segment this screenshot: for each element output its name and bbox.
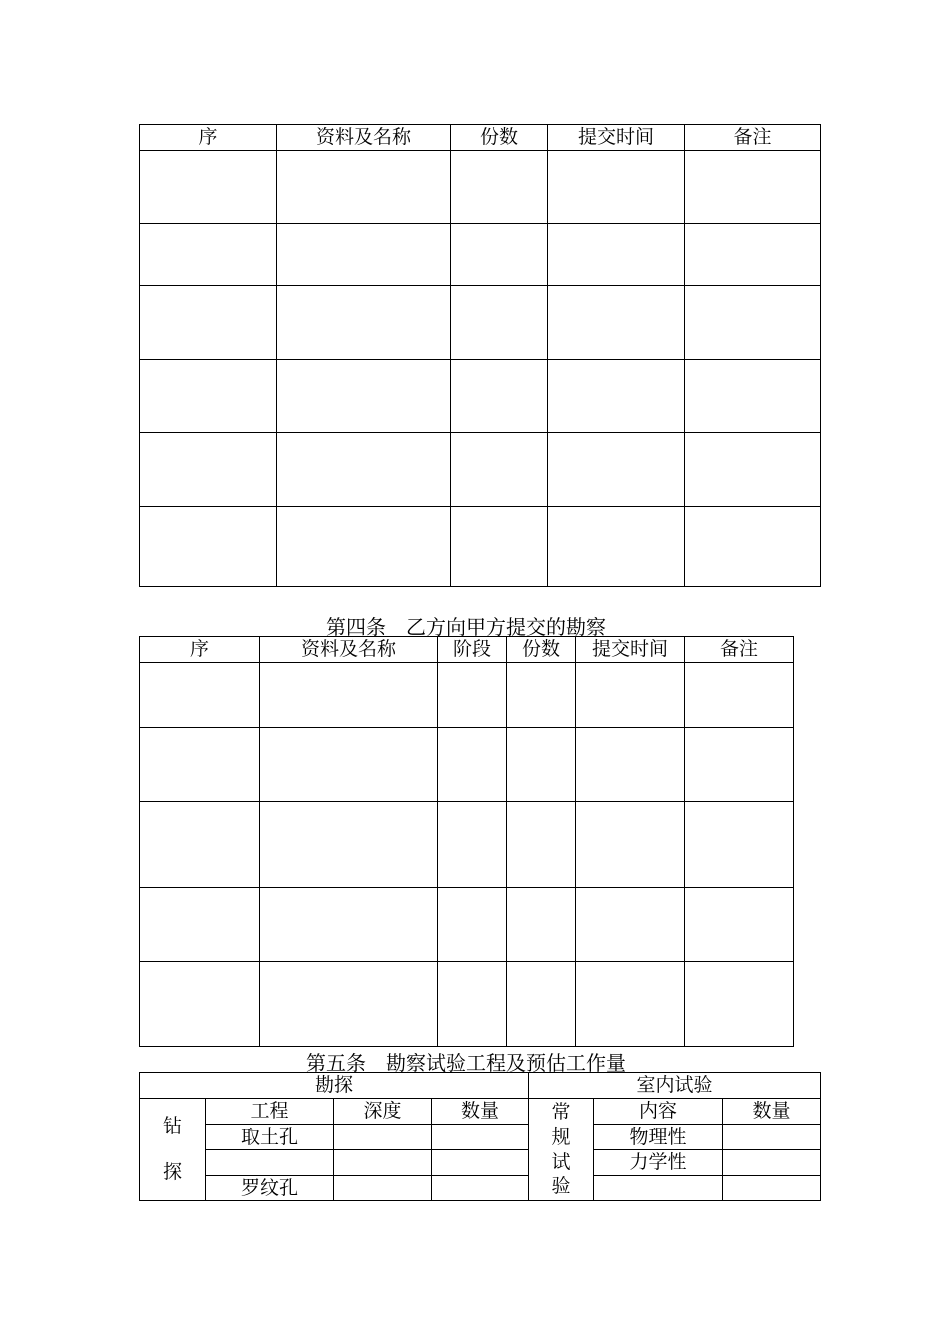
header-cell: 数量 — [723, 1099, 821, 1125]
routine-test-label-char: 试 — [551, 1150, 571, 1173]
table-cell — [451, 224, 548, 286]
table-cell — [548, 360, 685, 433]
table-cell: 取土孔 — [206, 1125, 334, 1150]
table-row — [140, 888, 794, 962]
table-cell — [576, 728, 685, 802]
table-cell — [723, 1150, 821, 1176]
exploration-title: 勘探 — [140, 1073, 529, 1099]
table-cell — [685, 962, 794, 1047]
table-cell — [576, 802, 685, 888]
header-cell: 提交时间 — [548, 125, 685, 151]
table-header-row — [140, 125, 821, 151]
header-cell: 阶段 — [438, 637, 507, 663]
table-row — [140, 802, 794, 888]
table-cell — [277, 224, 451, 286]
table-cell — [438, 962, 507, 1047]
table-cell — [334, 1150, 432, 1176]
table-cell — [260, 888, 438, 962]
header-cell: 内容 — [594, 1099, 723, 1125]
table-cell — [277, 360, 451, 433]
table-row — [140, 1176, 821, 1201]
workload-table — [139, 1072, 821, 1201]
table-cell — [685, 360, 821, 433]
table-cell — [277, 507, 451, 587]
header-cell: 提交时间 — [576, 637, 685, 663]
table-cell — [334, 1125, 432, 1150]
header-cell: 数量 — [432, 1099, 529, 1125]
table-cell — [140, 433, 277, 507]
table-header-row — [140, 637, 794, 663]
table-cell — [685, 224, 821, 286]
table-cell — [548, 433, 685, 507]
table-cell — [432, 1176, 529, 1201]
table-cell: 物理性 — [594, 1125, 723, 1150]
table-row — [140, 728, 794, 802]
table-cell — [140, 224, 277, 286]
table-cell — [685, 802, 794, 888]
table-cell — [548, 224, 685, 286]
table-row — [140, 1150, 821, 1176]
table-cell — [140, 507, 277, 587]
table-cell — [140, 286, 277, 360]
drilling-label-cell — [140, 1099, 206, 1201]
table-cell — [438, 802, 507, 888]
table-cell — [507, 728, 576, 802]
table-row — [140, 962, 794, 1047]
table-cell — [140, 888, 260, 962]
table-cell — [260, 802, 438, 888]
header-cell: 份数 — [507, 637, 576, 663]
header-cell: 深度 — [334, 1099, 432, 1125]
table-cell — [685, 728, 794, 802]
table-cell — [432, 1150, 529, 1176]
table-cell — [685, 433, 821, 507]
header-cell: 序 — [140, 637, 260, 663]
article-4-title: 第四条 乙方向甲方提交的勘察 — [326, 615, 606, 639]
table-row — [140, 151, 821, 224]
table-cell — [507, 663, 576, 728]
header-cell: 资料及名称 — [260, 637, 438, 663]
table-cell — [334, 1176, 432, 1201]
header-cell: 资料及名称 — [277, 125, 451, 151]
table-header-row — [140, 1073, 821, 1099]
table-cell — [140, 663, 260, 728]
table-cell — [507, 888, 576, 962]
drilling-label-char: 探 — [162, 1160, 182, 1183]
table-cell — [576, 962, 685, 1047]
table-cell: 罗纹孔 — [206, 1176, 334, 1201]
header-cell: 备注 — [685, 637, 794, 663]
table-cell — [576, 663, 685, 728]
table-cell — [723, 1176, 821, 1201]
lab-test-title: 室内试验 — [529, 1073, 821, 1099]
table-cell — [451, 433, 548, 507]
table-cell — [507, 962, 576, 1047]
table-cell — [438, 663, 507, 728]
table-cell — [548, 507, 685, 587]
table-subheader-row — [140, 1099, 821, 1125]
table-cell — [277, 433, 451, 507]
table-cell — [451, 286, 548, 360]
table-cell — [260, 962, 438, 1047]
table-row — [140, 507, 821, 587]
table-cell — [451, 507, 548, 587]
table-cell — [206, 1150, 334, 1176]
table-cell — [277, 286, 451, 360]
table-cell — [260, 728, 438, 802]
table-cell — [685, 663, 794, 728]
header-cell: 备注 — [685, 125, 821, 151]
table-cell — [140, 360, 277, 433]
table-cell — [723, 1125, 821, 1150]
table-cell — [594, 1176, 723, 1201]
table-cell — [432, 1125, 529, 1150]
header-cell: 份数 — [451, 125, 548, 151]
table-cell — [685, 507, 821, 587]
table-cell — [548, 286, 685, 360]
table-cell — [140, 962, 260, 1047]
submission-table — [139, 124, 821, 587]
table-cell — [260, 663, 438, 728]
table-cell — [451, 360, 548, 433]
table-cell — [438, 728, 507, 802]
table-row — [140, 663, 794, 728]
table-cell — [140, 728, 260, 802]
table-cell — [140, 802, 260, 888]
table-cell — [451, 151, 548, 224]
table-cell — [507, 802, 576, 888]
article-5-title: 第五条 勘察试验工程及预估工作量 — [306, 1051, 626, 1075]
routine-test-label-char: 验 — [551, 1175, 571, 1198]
routine-test-label-cell — [529, 1099, 594, 1201]
table-cell — [548, 151, 685, 224]
table-cell — [438, 888, 507, 962]
drilling-label-char: 钻 — [162, 1114, 182, 1137]
table-row — [140, 360, 821, 433]
header-cell: 序 — [140, 125, 277, 151]
table-cell — [685, 888, 794, 962]
table-cell — [576, 888, 685, 962]
table-cell — [140, 151, 277, 224]
routine-test-label-char: 常 — [551, 1101, 571, 1124]
routine-test-label-char: 规 — [551, 1125, 571, 1148]
table-cell — [685, 286, 821, 360]
header-cell: 工程 — [206, 1099, 334, 1125]
survey-deliverables-table — [139, 636, 794, 1047]
table-cell — [277, 151, 451, 224]
table-cell — [685, 151, 821, 224]
table-cell: 力学性 — [594, 1150, 723, 1176]
table-row — [140, 286, 821, 360]
table-row — [140, 433, 821, 507]
table-row — [140, 1125, 821, 1150]
table-row — [140, 224, 821, 286]
